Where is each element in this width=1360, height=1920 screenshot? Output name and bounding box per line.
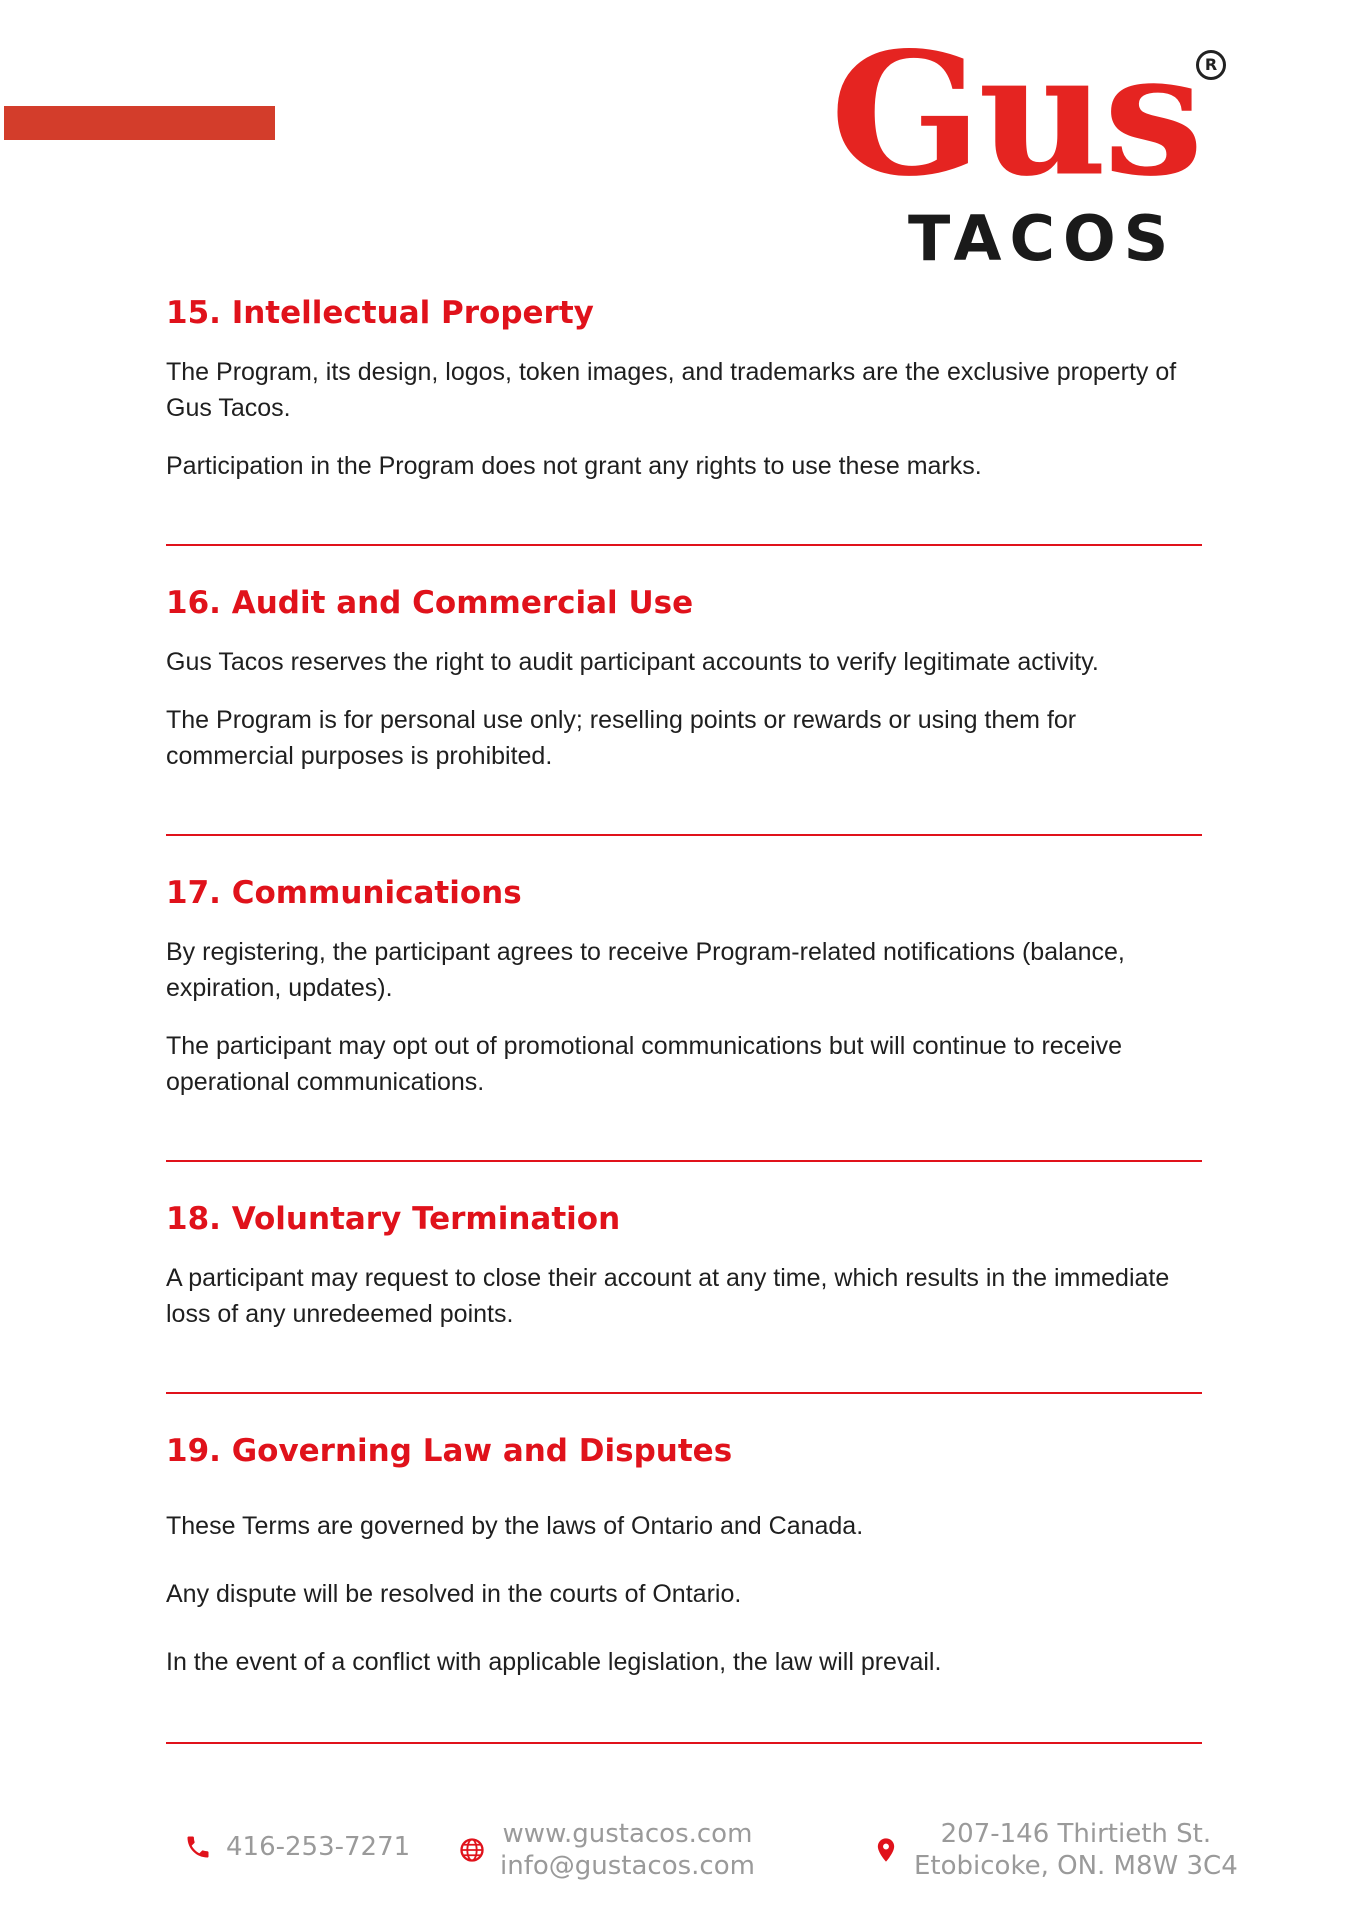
section-audit-commercial-use: [166, 580, 1202, 774]
section-intellectual-property: [166, 290, 1202, 484]
section-governing-law: [166, 1428, 1202, 1680]
section-paragraph: The Program, its design, logos, token images, and trademarks are the exclusive property of Gus Tacos.: [166, 358, 1177, 422]
footer-phone: [184, 1832, 410, 1862]
section-paragraph: Gus Tacos reserves the right to audit participant accounts to verify legitimate activity.: [166, 648, 1099, 676]
footer-phone-text[interactable]: 416-253-7271: [226, 1832, 411, 1862]
location-pin-icon: [872, 1836, 900, 1864]
section-title: 16. Audit and Commercial Use: [166, 585, 694, 621]
header-accent-bar: [4, 106, 275, 140]
section-paragraph: A participant may request to close their account at any time, which results in the immediate loss of any unredeemed points.: [166, 1264, 1170, 1328]
section-divider: [166, 544, 1202, 546]
section-voluntary-termination: [166, 1196, 1202, 1332]
section-title: 17. Communications: [166, 875, 522, 911]
terms-content: [166, 290, 1202, 1778]
logo-word: Gus: [830, 14, 1200, 214]
footer-address-line1: 207-146 Thirtieth St.: [940, 1819, 1212, 1849]
gus-tacos-logo: [830, 14, 1230, 275]
section-title: 18. Voluntary Termination: [166, 1201, 621, 1237]
section-paragraph: These Terms are governed by the laws of Ontario and Canada.: [166, 1512, 864, 1540]
footer-web: [458, 1818, 755, 1882]
phone-icon: [184, 1833, 212, 1861]
footer-website-link[interactable]: www.gustacos.com: [502, 1819, 753, 1849]
footer-email-link[interactable]: info@gustacos.com: [500, 1851, 755, 1881]
section-paragraph: Any dispute will be resolved in the courts of Ontario.: [166, 1580, 742, 1608]
footer-address: [872, 1818, 1238, 1882]
section-communications: [166, 870, 1202, 1100]
section-title: 19. Governing Law and Disputes: [166, 1433, 733, 1469]
section-paragraph: By registering, the participant agrees to receive Program-related notifications (balance, expiration, updates).: [166, 938, 1125, 1002]
footer: [0, 1818, 1360, 1888]
section-divider: [166, 1392, 1202, 1394]
section-paragraph: The Program is for personal use only; reselling points or rewards or using them for commercial purposes is prohibited.: [166, 706, 1077, 770]
section-divider: [166, 834, 1202, 836]
section-paragraph: Participation in the Program does not grant any rights to use these marks.: [166, 452, 982, 480]
logo-subtitle: TACOS: [908, 202, 1177, 275]
section-divider: [166, 1742, 1202, 1744]
section-paragraph: In the event of a conflict with applicable legislation, the law will prevail.: [166, 1648, 942, 1676]
registered-mark-icon: R: [1196, 50, 1226, 80]
section-paragraph: The participant may opt out of promotional communications but will continue to receive operational communications.: [166, 1032, 1123, 1096]
section-title: 15. Intellectual Property: [166, 295, 594, 331]
footer-address-line2: Etobicoke, ON. M8W 3C4: [914, 1851, 1238, 1881]
globe-icon: [458, 1836, 486, 1864]
section-divider: [166, 1160, 1202, 1162]
